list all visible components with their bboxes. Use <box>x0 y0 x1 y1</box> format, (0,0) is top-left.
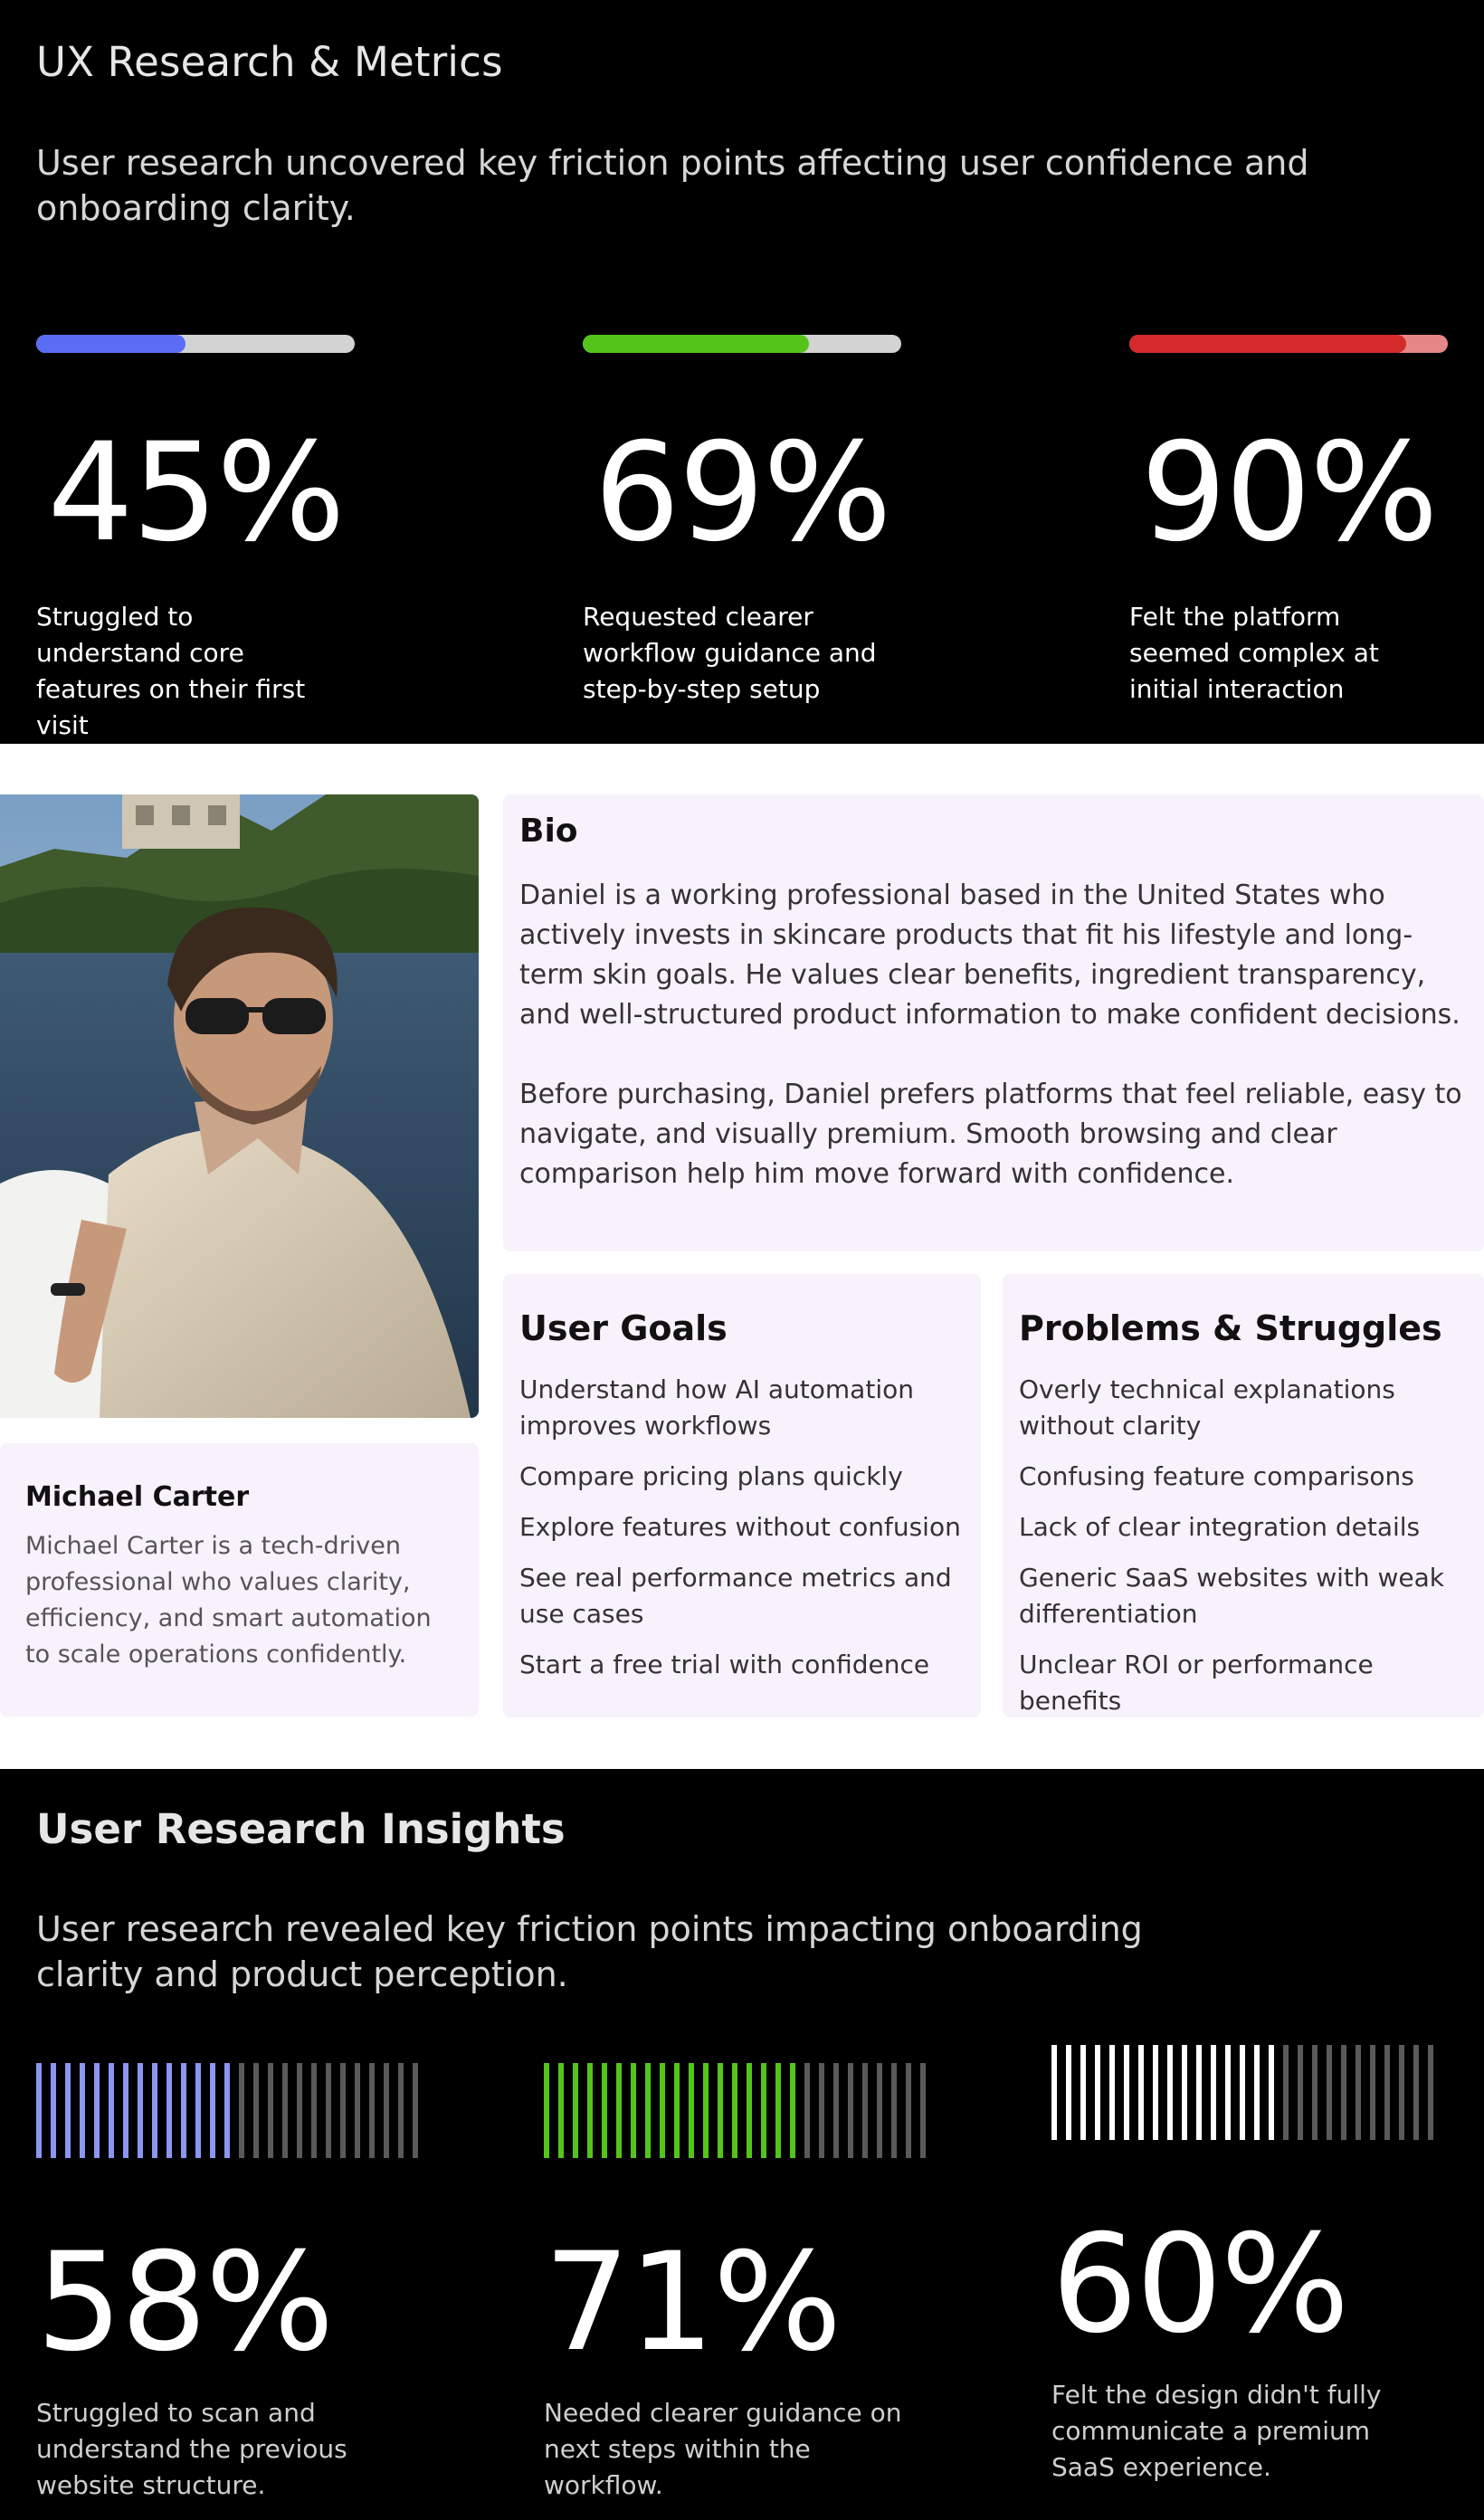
insight-description: Needed clearer guidance on next steps within the workflow. <box>544 2398 902 2500</box>
progress-stripe <box>891 2063 897 2158</box>
progress-track <box>583 335 901 353</box>
striped-progress-bar <box>544 2063 933 2158</box>
progress-stripe <box>587 2063 593 2158</box>
list-item: Explore features without confusion <box>519 1512 961 1542</box>
progress-stripe <box>297 2063 302 2158</box>
persona-photo <box>0 794 479 1418</box>
progress-stripe <box>573 2063 578 2158</box>
progress-stripe <box>631 2063 636 2158</box>
progress-stripe <box>1240 2045 1245 2140</box>
striped-progress-bar <box>36 2063 425 2158</box>
progress-stripe <box>384 2063 389 2158</box>
progress-stripe <box>1327 2045 1332 2140</box>
progress-stripe <box>877 2063 882 2158</box>
progress-stripe <box>674 2063 680 2158</box>
problems-heading: Problems & Struggles <box>1019 1308 1442 1348</box>
list-item: Understand how AI automation improves workflows <box>519 1374 914 1441</box>
list-item: Overly technical explanations without clarity <box>1019 1374 1395 1441</box>
ux-metrics-section <box>0 0 1484 744</box>
user-goals-list <box>519 1372 963 1697</box>
persona-card <box>0 1443 479 1716</box>
list-item: Confusing feature comparisons <box>1019 1461 1414 1491</box>
progress-stripe <box>51 2063 56 2158</box>
progress-stripe <box>1269 2045 1274 2140</box>
insight-value: 60% <box>1051 2206 1348 2363</box>
progress-stripe <box>1298 2045 1303 2140</box>
metric-description: Felt the platform seemed complex at initial interaction <box>1129 602 1379 704</box>
progress-stripe <box>848 2063 853 2158</box>
progress-stripe <box>862 2063 868 2158</box>
progress-stripe <box>833 2063 839 2158</box>
progress-stripe <box>558 2063 564 2158</box>
progress-stripe <box>1413 2045 1419 2140</box>
progress-stripe <box>1283 2045 1289 2140</box>
progress-fill <box>583 335 809 353</box>
metric-value: 90% <box>1140 414 1437 572</box>
progress-stripe <box>369 2063 375 2158</box>
progress-stripe <box>282 2063 288 2158</box>
metric-value: 45% <box>47 414 344 572</box>
progress-stripe <box>645 2063 651 2158</box>
bio-paragraph: Before purchasing, Daniel prefers platforms that feel reliable, easy to navigate, and visually premium. Smooth browsing and clear comparison help him move forward with confidence. <box>519 1079 1462 1190</box>
progress-stripe <box>747 2063 752 2158</box>
progress-stripe <box>195 2063 201 2158</box>
progress-track <box>1129 335 1448 353</box>
progress-stripe <box>152 2063 157 2158</box>
progress-stripe <box>790 2063 795 2158</box>
progress-stripe <box>804 2063 810 2158</box>
progress-stripe <box>1211 2045 1216 2140</box>
list-item: Unclear ROI or performance benefits <box>1019 1650 1374 1716</box>
bio-paragraph: Daniel is a working professional based in the United States who actively invests in skincare products that fit his lifestyle and long-term skin goals. He values clear benefits, ingredient transparency, and well-structured product information to make confident decisions. <box>519 880 1460 1031</box>
list-item: See real performance metrics and use cases <box>519 1563 952 1629</box>
progress-stripe <box>1051 2045 1057 2140</box>
problems-list <box>1019 1372 1462 1734</box>
bio-card <box>503 794 1484 1251</box>
progress-fill <box>36 335 186 353</box>
user-goals-heading: User Goals <box>519 1308 728 1348</box>
problems-card <box>1003 1274 1484 1717</box>
list-item: Compare pricing plans quickly <box>519 1461 903 1491</box>
progress-track <box>36 335 355 353</box>
progress-stripe <box>138 2063 143 2158</box>
progress-stripe <box>109 2063 114 2158</box>
progress-stripe <box>94 2063 100 2158</box>
progress-stripe <box>1399 2045 1404 2140</box>
progress-stripe <box>1080 2045 1086 2140</box>
progress-stripe <box>1153 2045 1158 2140</box>
insight-description: Felt the design didn't fully communicate a premium SaaS experience. <box>1051 2380 1382 2482</box>
progress-stripe <box>761 2063 766 2158</box>
persona-name: Michael Carter <box>25 1481 250 1513</box>
progress-stripe <box>123 2063 128 2158</box>
progress-stripe <box>253 2063 259 2158</box>
progress-stripe <box>660 2063 665 2158</box>
insight-value: 71% <box>544 2224 841 2382</box>
progress-stripe <box>1196 2045 1202 2140</box>
progress-stripe <box>718 2063 723 2158</box>
progress-stripe <box>1341 2045 1346 2140</box>
progress-stripe <box>239 2063 244 2158</box>
progress-stripe <box>268 2063 273 2158</box>
progress-stripe <box>326 2063 331 2158</box>
striped-progress-bar <box>1051 2045 1441 2140</box>
bio-heading: Bio <box>519 813 578 850</box>
progress-stripe <box>224 2063 230 2158</box>
section-intro: User research uncovered key friction points affecting user confidence and onboarding clarity. <box>36 143 1309 228</box>
progress-stripe <box>210 2063 215 2158</box>
progress-stripe <box>544 2063 549 2158</box>
progress-stripe <box>906 2063 911 2158</box>
progress-stripe <box>181 2063 186 2158</box>
section-title: UX Research & Metrics <box>36 38 503 86</box>
progress-stripe <box>703 2063 709 2158</box>
progress-fill <box>1129 335 1406 353</box>
progress-stripe <box>689 2063 694 2158</box>
list-item: Lack of clear integration details <box>1019 1512 1421 1542</box>
list-item: Generic SaaS websites with weak differentiation <box>1019 1563 1445 1629</box>
progress-stripe <box>775 2063 781 2158</box>
section-title: User Research Insights <box>36 1805 566 1853</box>
section-intro: User research revealed key friction points impacting onboarding clarity and product perception. <box>36 1909 1143 1994</box>
progress-stripe <box>80 2063 85 2158</box>
insight-description: Struggled to scan and understand the previous website structure. <box>36 2398 347 2500</box>
list-item: Start a free trial with confidence <box>519 1650 930 1679</box>
progress-stripe <box>413 2063 418 2158</box>
progress-stripe <box>1167 2045 1173 2140</box>
progress-stripe <box>1356 2045 1361 2140</box>
progress-stripe <box>340 2063 346 2158</box>
progress-stripe <box>602 2063 607 2158</box>
metric-value: 69% <box>594 414 890 572</box>
progress-stripe <box>355 2063 360 2158</box>
user-goals-card <box>503 1274 981 1717</box>
progress-stripe <box>920 2063 926 2158</box>
progress-stripe <box>311 2063 317 2158</box>
progress-stripe <box>1095 2045 1100 2140</box>
research-insights-section <box>0 1769 1484 2520</box>
metric-description: Struggled to understand core features on their first visit <box>36 602 306 740</box>
metric-description: Requested clearer workflow guidance and step-by-step setup <box>583 602 877 704</box>
progress-stripe <box>166 2063 172 2158</box>
progress-stripe <box>1254 2045 1260 2140</box>
progress-stripe <box>1225 2045 1231 2140</box>
progress-stripe <box>1428 2045 1433 2140</box>
progress-stripe <box>1138 2045 1144 2140</box>
progress-stripe <box>732 2063 737 2158</box>
progress-stripe <box>1370 2045 1375 2140</box>
insight-value: 58% <box>36 2224 333 2382</box>
progress-stripe <box>1312 2045 1318 2140</box>
progress-stripe <box>819 2063 824 2158</box>
progress-stripe <box>1124 2045 1129 2140</box>
progress-stripe <box>1109 2045 1115 2140</box>
progress-stripe <box>1384 2045 1390 2140</box>
progress-stripe <box>1182 2045 1187 2140</box>
progress-stripe <box>65 2063 71 2158</box>
progress-stripe <box>1066 2045 1071 2140</box>
progress-stripe <box>36 2063 42 2158</box>
progress-stripe <box>398 2063 404 2158</box>
persona-description: Michael Carter is a tech-driven professional who values clarity, efficiency, and smart automation to scale operations confidently. <box>25 1532 432 1669</box>
progress-stripe <box>616 2063 622 2158</box>
